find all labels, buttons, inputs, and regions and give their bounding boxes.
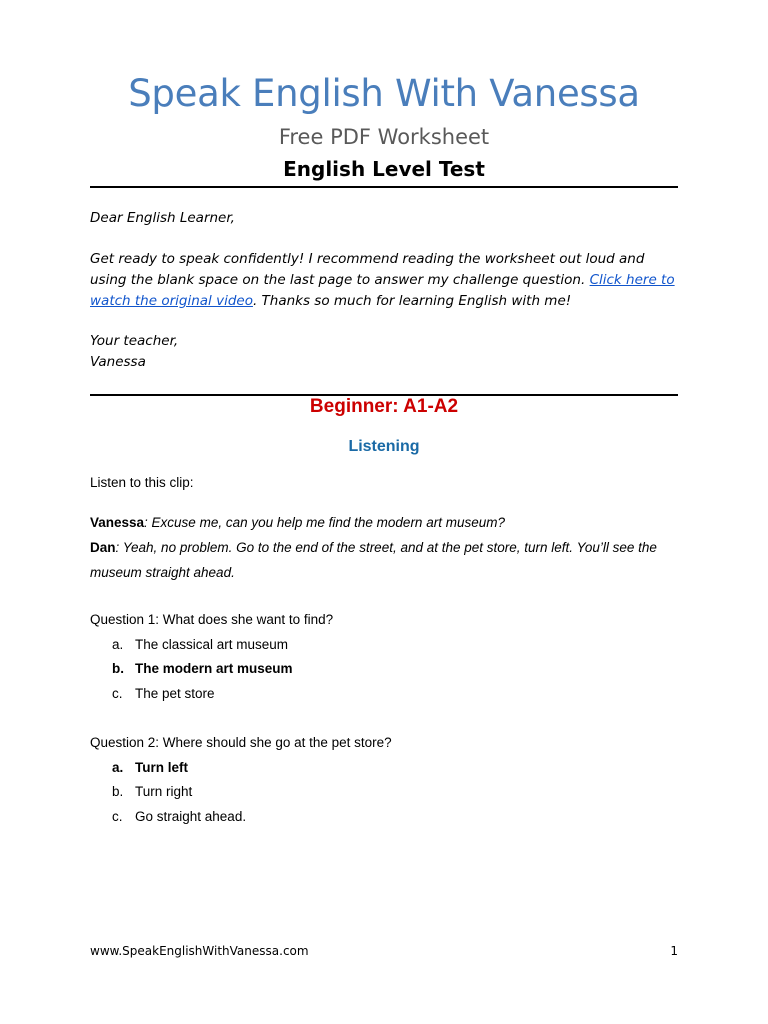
option-text: Turn left	[135, 759, 188, 775]
dialogue	[90, 510, 690, 585]
header-divider	[90, 186, 678, 188]
footer-website: www.SpeakEnglishWithVanessa.com	[90, 944, 309, 958]
option-text: The classical art museum	[135, 636, 289, 652]
dialogue-text: : Yeah, no problem. Go to the end of the street, and at the pet store, turn left. You’ll see the museum straight ahead.	[90, 540, 657, 580]
question-prompt: Question 2: Where should she go at the pet store?	[90, 735, 392, 750]
dialogue-text: : Excuse me, can you help me find the modern art museum?	[144, 515, 505, 530]
letter-intro	[90, 249, 680, 312]
option-letter: b.	[112, 784, 124, 799]
speaker-name: Dan	[90, 540, 116, 555]
option-text: The pet store	[135, 685, 215, 701]
option-text: Go straight ahead.	[135, 808, 247, 824]
option-text: Turn right	[135, 784, 193, 799]
teacher-name: Vanessa	[90, 354, 146, 370]
dialogue-line	[90, 535, 690, 585]
question-option	[90, 780, 690, 805]
question-option	[90, 633, 690, 658]
level-heading: Beginner: A1-A2	[309, 396, 459, 417]
speaker-name: Vanessa	[90, 515, 145, 530]
worksheet-subtitle: Free PDF Worksheet	[278, 125, 490, 149]
option-letter: c.	[112, 808, 123, 824]
question-option	[90, 682, 690, 707]
document-title: English Level Test	[283, 157, 485, 181]
question-2	[90, 731, 690, 829]
listening-instruction: Listen to this clip:	[90, 475, 194, 490]
intro-text-end: . Thanks so much for learning English with me!	[252, 293, 572, 309]
question-1	[90, 608, 690, 706]
original-video-link[interactable]: Click here to watch the original video	[90, 272, 675, 309]
dialogue-line	[90, 510, 690, 535]
signoff-line: Your teacher,	[90, 333, 179, 349]
site-title: Speak English With Vanessa	[128, 72, 640, 115]
question-prompt: Question 1: What does she want to find?	[90, 612, 334, 627]
intro-text-start: Get ready to speak confidently! I recommend reading the worksheet out loud and using the blank space on the last page to answer my challenge question.	[90, 251, 645, 288]
option-letter: c.	[112, 685, 123, 701]
option-letter: a.	[112, 759, 124, 775]
section-heading: Listening	[348, 438, 420, 455]
question-option	[90, 805, 690, 830]
letter-signoff	[90, 331, 680, 373]
option-letter: a.	[112, 636, 124, 652]
question-option-correct	[90, 657, 690, 682]
question-option-correct	[90, 756, 690, 781]
page-number: 1	[670, 944, 678, 958]
letter-greeting: Dear English Learner,	[90, 210, 235, 226]
option-text: The modern art museum	[135, 661, 293, 676]
option-letter: b.	[112, 661, 124, 676]
